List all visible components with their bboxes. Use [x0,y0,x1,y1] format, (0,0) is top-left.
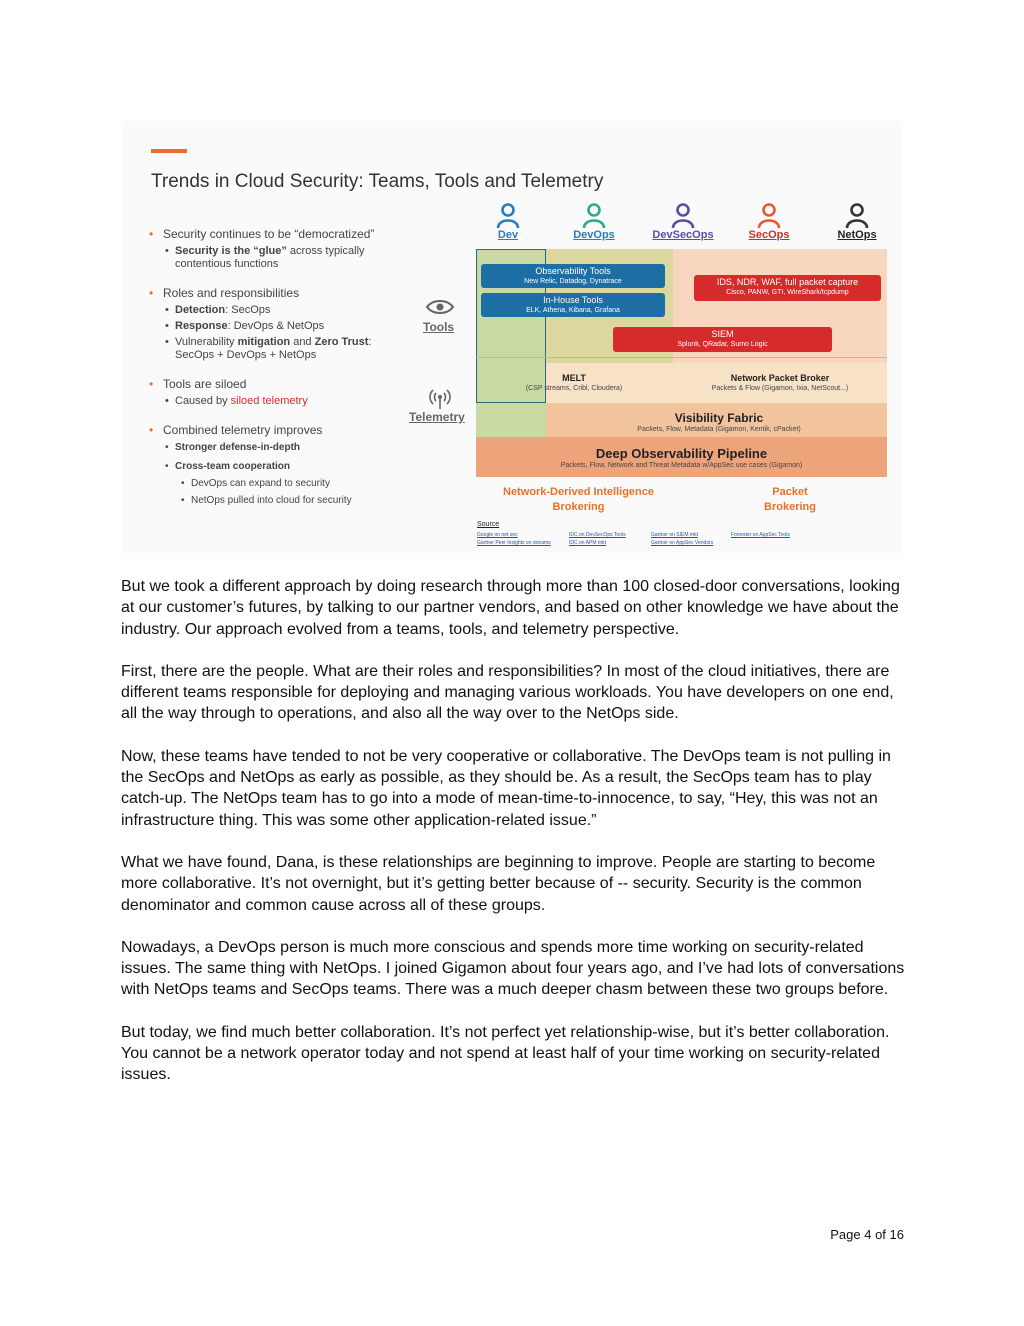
eye-icon [425,298,455,316]
ids-tools-box: IDS, NDR, WAF, full packet capture Cisco, PANW, GTI, WireShark/tcpdump [694,275,881,301]
person-icon [671,203,695,229]
sub-bullet: • Detection: SecOps [149,304,409,317]
sub-sub-bullet: • NetOps pulled into cloud for security [149,495,409,507]
slide-bullets [149,221,409,507]
tools-divider [476,357,887,358]
source-link[interactable]: Forrester on AppSec Tools [731,532,790,538]
slide-title: Trends in Cloud Security: Teams, Tools and Telemetry [151,171,604,192]
ndi-brokering-label: Network-Derived Intelligence Brokering [503,486,654,513]
packet-brokering-label: Packet Brokering [764,486,816,513]
visibility-fabric-label: Visibility Fabric Packets, Flow, Metadata (Gigamon, Kentik, cPacket) [637,411,801,433]
person-icon [496,203,520,229]
tools-label: Tools [423,320,455,334]
sub-bullet: • Caused by siloed telemetry [149,395,409,408]
source-link[interactable]: IDC on APM mkt [569,540,606,546]
source-label: Source [477,521,500,528]
antenna-icon [427,387,453,409]
paragraph: Now, these teams have tended to not be very cooperative or collaborative. The DevOps team is not pulling in the SecOps and NetOps as early as possible, as they should be. As a result, the SecOps team has to play catch-up. The NetOps team has to go into a mode of mean-time-to-innocence, to say, “Hey, this was not an infrastructure thing. This was some other application-related issue.” [121,747,891,829]
bullet: • Combined telemetry improves [149,423,409,438]
person-icon [582,203,606,229]
telemetry-label: Telemetry [409,410,465,424]
paragraph: But we took a different approach by doing research through more than 100 closed-door conversations, looking at our customer’s futures, by talking to our partner vendors, and based on other knowledge we have about the industry. Our approach evolved from a teams, tools, and telemetry perspective. [121,578,900,638]
npb-label: Network Packet Broker Packets & Flow (Gigamon, Ixia, NetScout...) [711,373,849,392]
paragraph: Nowadays, a DevOps person is much more conscious and spends more time working on security-related issues. The same thing with NetOps. I joined Gigamon about four years ago, and I’ve had lots of conversations with NetOps teams and SecOps teams. There was a much deeper chasm between these two groups before. [121,938,905,999]
source-link[interactable]: Google on net sec [477,532,518,538]
source-link[interactable]: Gartner Peer Insights on streams [477,540,551,546]
body-text [121,576,911,1107]
person-icon [845,203,869,229]
sub-bullet: • Security is the “glue” across typically contentious functions [149,245,409,271]
source-link[interactable]: Gartner on SIEM mkt [651,532,698,538]
title-accent-bar [151,149,187,153]
source-link[interactable]: IDC on DevSecOps Tools [569,532,626,538]
observability-tools-box: Observability Tools New Relic, Datadog, Dynatrace [481,264,665,288]
sub-sub-bullet: • DevOps can expand to security [149,478,409,490]
page-number: Page 4 of 16 [830,1227,904,1242]
deep-observability-label: Deep Observability Pipeline Packets, Flow, Network and Threat Metadata w/AppSec use cases (Gigamon) [560,446,803,469]
sub-bullet: • Vulnerability mitigation and Zero Trust: SecOps + DevOps + NetOps [149,336,409,362]
sub-bullet: • Stronger defense-in-depth [149,441,409,454]
paragraph: What we have found, Dana, is these relationships are beginning to improve. People are starting to become more collaborative. It’s not overnight, but it’s getting better because of -- security. Security is the common denominator and common cause across all of these groups. [121,853,876,914]
source-link[interactable]: Gartner on AppSec Vendors [651,540,714,546]
melt-label: MELT (CSP streams, Cribl, Cloudera) [525,373,623,392]
team-devops: DevOps [556,203,632,241]
sub-bullet: • Response: DevOps & NetOps [149,320,409,333]
team-dev: Dev [470,203,546,241]
paragraph: First, there are the people. What are their roles and responsibilities? In most of the cloud initiatives, there are different teams responsible for deploying and managing various workloads. You have developers on one end, all the way through to operations, and also all the way over to the NetOps side. [121,662,894,723]
siem-box: SIEM Splunk, QRadar, Sumo Logic [613,327,832,352]
person-icon [757,203,781,229]
team-devsecops: DevSecOps [645,203,721,241]
bullet: • Security continues to be “democratized” [149,227,409,242]
bullet: • Tools are siloed [149,377,409,392]
sub-bullet: • Cross-team cooperation [149,460,409,473]
inhouse-tools-box: In-House Tools ELK, Athena, Kibana, Grafana [481,293,665,317]
team-secops: SecOps [731,203,807,241]
team-netops: NetOps [819,203,895,241]
bullet: • Roles and responsibilities [149,286,409,301]
slide-image [121,121,903,553]
paragraph: But today, we find much better collaboration. It’s not perfect yet relationship-wise, but it’s better collaboration. You cannot be a network operator today and not spend at least half of your time working on security-related issues. [121,1023,890,1084]
